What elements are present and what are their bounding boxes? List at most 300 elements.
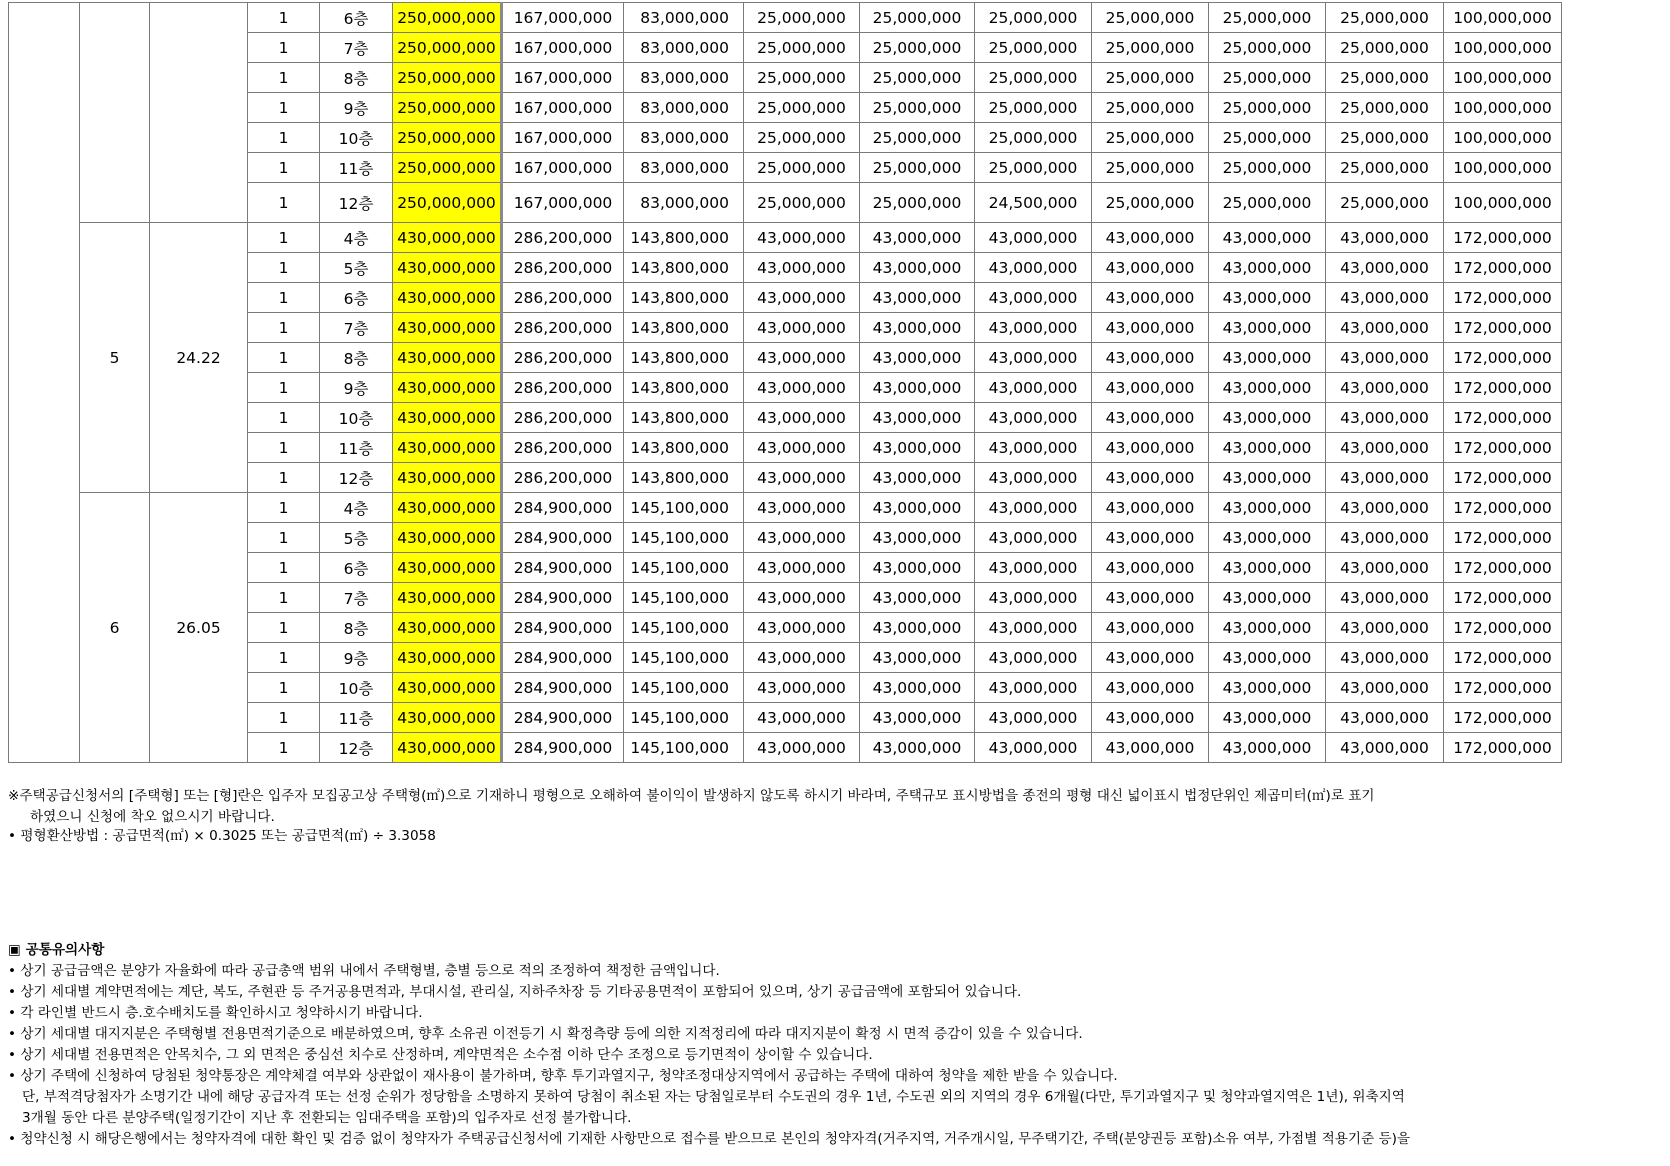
value-cell: 43,000,000 — [1092, 223, 1209, 253]
value-cell: 100,000,000 — [1444, 33, 1562, 63]
value-cell: 286,200,000 — [502, 463, 624, 493]
unit-count-cell: 1 — [248, 93, 320, 123]
value-cell: 284,900,000 — [502, 553, 624, 583]
value-cell: 25,000,000 — [975, 153, 1092, 183]
value-cell: 43,000,000 — [744, 553, 860, 583]
value-cell: 43,000,000 — [1092, 703, 1209, 733]
unit-count-cell: 1 — [248, 493, 320, 523]
floor-cell: 4층 — [320, 223, 393, 253]
value-cell: 43,000,000 — [1092, 463, 1209, 493]
common-notices — [8, 940, 1410, 1150]
value-cell: 143,800,000 — [624, 283, 744, 313]
total-price-cell: 430,000,000 — [393, 463, 502, 493]
value-cell: 167,000,000 — [502, 153, 624, 183]
value-cell: 25,000,000 — [744, 183, 860, 223]
value-cell: 43,000,000 — [744, 673, 860, 703]
value-cell: 172,000,000 — [1444, 463, 1562, 493]
value-cell: 143,800,000 — [624, 223, 744, 253]
unit-count-cell: 1 — [248, 733, 320, 763]
value-cell: 43,000,000 — [1209, 343, 1326, 373]
value-cell: 43,000,000 — [744, 403, 860, 433]
value-cell: 43,000,000 — [1326, 373, 1444, 403]
value-cell: 100,000,000 — [1444, 3, 1562, 33]
value-cell: 83,000,000 — [624, 93, 744, 123]
value-cell: 172,000,000 — [1444, 283, 1562, 313]
value-cell: 43,000,000 — [975, 523, 1092, 553]
unit-count-cell: 1 — [248, 183, 320, 223]
value-cell: 284,900,000 — [502, 703, 624, 733]
value-cell: 43,000,000 — [744, 643, 860, 673]
value-cell: 25,000,000 — [1209, 33, 1326, 63]
value-cell: 43,000,000 — [1209, 703, 1326, 733]
value-cell: 43,000,000 — [1326, 253, 1444, 283]
total-price-cell: 430,000,000 — [393, 703, 502, 733]
floor-cell: 12층 — [320, 733, 393, 763]
value-cell: 25,000,000 — [1209, 63, 1326, 93]
total-price-cell: 250,000,000 — [393, 153, 502, 183]
total-price-cell: 430,000,000 — [393, 283, 502, 313]
value-cell: 172,000,000 — [1444, 223, 1562, 253]
area-unit-note-line1: ※주택공급신청서의 [주택형] 또는 [형]란은 입주자 모집공고상 주택형(㎡)으로 기재하니 평형으로 오해하여 불이익이 발생하지 않도록 하시기 바라며, 주택규모 표시방법을 종전의 평형 대신 넓이표시 법정단위인 제곱미터(㎡)로 표기 — [8, 788, 1375, 804]
floor-cell: 8층 — [320, 613, 393, 643]
value-cell: 83,000,000 — [624, 183, 744, 223]
value-cell: 43,000,000 — [860, 223, 975, 253]
value-cell: 43,000,000 — [1092, 403, 1209, 433]
unit-count-cell: 1 — [248, 123, 320, 153]
value-cell: 143,800,000 — [624, 433, 744, 463]
value-cell: 43,000,000 — [975, 613, 1092, 643]
value-cell: 172,000,000 — [1444, 643, 1562, 673]
notice-item: • 상기 세대별 계약면적에는 계단, 복도, 주현관 등 주거공용면적과, 부대시설, 관리실, 지하주차장 등 기타공용면적이 포함되어 있으며, 상기 공급금액에 포함되어 있습니다. — [8, 984, 1022, 1000]
value-cell: 172,000,000 — [1444, 253, 1562, 283]
value-cell: 172,000,000 — [1444, 673, 1562, 703]
notices-title: ▣ 공통유의사항 — [8, 942, 105, 958]
value-cell: 100,000,000 — [1444, 153, 1562, 183]
unit-count-cell: 1 — [248, 643, 320, 673]
value-cell: 43,000,000 — [1092, 613, 1209, 643]
total-price-cell: 430,000,000 — [393, 583, 502, 613]
table-row — [9, 223, 1562, 253]
notice-item: • 상기 공급금액은 분양가 자율화에 따라 공급총액 범위 내에서 주택형별, 층별 등으로 적의 조정하여 책정한 금액입니다. — [8, 963, 720, 979]
value-cell: 43,000,000 — [860, 283, 975, 313]
notice-continuation: 단, 부적격당첨자가 소명기간 내에 해당 공급자격 또는 선정 순위가 정당함을 소명하지 못하여 당첨이 취소된 자는 당첨일로부터 수도권의 경우 1년, 수도권 외의 지역의 경우 6개월(다만, 투기과열지구 및 청약과열지역은 1년), 위축지역 — [22, 1089, 1405, 1105]
value-cell: 167,000,000 — [502, 183, 624, 223]
value-cell: 43,000,000 — [1209, 463, 1326, 493]
value-cell: 43,000,000 — [1326, 403, 1444, 433]
value-cell: 83,000,000 — [624, 153, 744, 183]
value-cell: 145,100,000 — [624, 583, 744, 613]
table-row — [9, 493, 1562, 523]
value-cell: 172,000,000 — [1444, 313, 1562, 343]
total-price-cell: 430,000,000 — [393, 643, 502, 673]
value-cell: 43,000,000 — [1209, 373, 1326, 403]
value-cell: 43,000,000 — [744, 733, 860, 763]
total-price-cell: 430,000,000 — [393, 253, 502, 283]
value-cell: 100,000,000 — [1444, 123, 1562, 153]
value-cell: 172,000,000 — [1444, 733, 1562, 763]
value-cell: 167,000,000 — [502, 3, 624, 33]
value-cell: 145,100,000 — [624, 673, 744, 703]
notice-continuation: 3개월 동안 다른 분양주택(일정기간이 지난 후 전환되는 임대주택을 포함)의 입주자로 선정 불가합니다. — [22, 1110, 632, 1126]
value-cell: 43,000,000 — [975, 313, 1092, 343]
value-cell: 286,200,000 — [502, 403, 624, 433]
value-cell: 43,000,000 — [975, 493, 1092, 523]
value-cell: 43,000,000 — [744, 283, 860, 313]
value-cell: 83,000,000 — [624, 63, 744, 93]
value-cell: 43,000,000 — [860, 403, 975, 433]
value-cell: 43,000,000 — [1326, 613, 1444, 643]
total-price-cell: 430,000,000 — [393, 223, 502, 253]
value-cell: 43,000,000 — [1326, 703, 1444, 733]
value-cell: 83,000,000 — [624, 3, 744, 33]
unit-count-cell: 1 — [248, 373, 320, 403]
value-cell: 167,000,000 — [502, 63, 624, 93]
unit-count-cell: 1 — [248, 33, 320, 63]
value-cell: 43,000,000 — [860, 613, 975, 643]
notice-item: • 상기 세대별 대지지분은 주택형별 전용면적기준으로 배분하였으며, 향후 소유권 이전등기 시 확정측량 등에 의한 지적정리에 따라 대지지분이 확정 시 면적 증감이 있을 수 있습니다. — [8, 1026, 1083, 1042]
value-cell: 43,000,000 — [1092, 523, 1209, 553]
value-cell: 43,000,000 — [1326, 343, 1444, 373]
value-cell: 43,000,000 — [744, 433, 860, 463]
unit-count-cell: 1 — [248, 63, 320, 93]
value-cell: 43,000,000 — [975, 283, 1092, 313]
value-cell: 172,000,000 — [1444, 433, 1562, 463]
value-cell: 43,000,000 — [744, 493, 860, 523]
value-cell: 43,000,000 — [744, 223, 860, 253]
value-cell: 43,000,000 — [860, 463, 975, 493]
value-cell: 43,000,000 — [1326, 493, 1444, 523]
unit-count-cell: 1 — [248, 463, 320, 493]
floor-cell: 8층 — [320, 343, 393, 373]
total-price-cell: 430,000,000 — [393, 343, 502, 373]
value-cell: 145,100,000 — [624, 703, 744, 733]
value-cell: 43,000,000 — [744, 703, 860, 733]
type-number-cell: 5 — [80, 223, 150, 493]
table-row — [9, 3, 1562, 33]
value-cell: 43,000,000 — [860, 433, 975, 463]
unit-count-cell: 1 — [248, 153, 320, 183]
floor-cell: 6층 — [320, 553, 393, 583]
conversion-note: • 평형환산방법 : 공급면적(㎡) × 0.3025 또는 공급면적(㎡) ÷ 3.3058 — [8, 828, 436, 844]
value-cell: 43,000,000 — [1209, 433, 1326, 463]
total-price-cell: 430,000,000 — [393, 613, 502, 643]
value-cell: 172,000,000 — [1444, 583, 1562, 613]
value-cell: 43,000,000 — [975, 373, 1092, 403]
value-cell: 145,100,000 — [624, 643, 744, 673]
value-cell: 284,900,000 — [502, 523, 624, 553]
value-cell: 43,000,000 — [744, 373, 860, 403]
value-cell: 43,000,000 — [744, 313, 860, 343]
value-cell: 25,000,000 — [975, 33, 1092, 63]
unit-count-cell: 1 — [248, 253, 320, 283]
value-cell: 43,000,000 — [744, 523, 860, 553]
value-cell: 25,000,000 — [1092, 123, 1209, 153]
value-cell: 43,000,000 — [744, 253, 860, 283]
value-cell: 145,100,000 — [624, 493, 744, 523]
value-cell: 25,000,000 — [860, 93, 975, 123]
value-cell: 43,000,000 — [860, 493, 975, 523]
value-cell: 25,000,000 — [1209, 153, 1326, 183]
value-cell: 143,800,000 — [624, 253, 744, 283]
floor-cell: 9층 — [320, 373, 393, 403]
floor-cell: 10층 — [320, 673, 393, 703]
value-cell: 43,000,000 — [1326, 223, 1444, 253]
value-cell: 25,000,000 — [975, 63, 1092, 93]
value-cell: 172,000,000 — [1444, 403, 1562, 433]
value-cell: 25,000,000 — [860, 3, 975, 33]
notice-item: • 상기 주택에 신청하여 당첨된 청약통장은 계약체결 여부와 상관없이 재사용이 불가하며, 향후 투기과열지구, 청약조정대상지역에서 공급하는 주택에 대하여 청약을 제한 받을 수 있습니다. — [8, 1068, 1118, 1084]
value-cell: 43,000,000 — [744, 583, 860, 613]
value-cell: 43,000,000 — [1209, 673, 1326, 703]
value-cell: 43,000,000 — [1092, 583, 1209, 613]
value-cell: 43,000,000 — [975, 673, 1092, 703]
value-cell: 172,000,000 — [1444, 553, 1562, 583]
floor-cell: 12층 — [320, 183, 393, 223]
total-price-cell: 430,000,000 — [393, 313, 502, 343]
value-cell: 25,000,000 — [1092, 153, 1209, 183]
unit-count-cell: 1 — [248, 703, 320, 733]
unit-count-cell: 1 — [248, 283, 320, 313]
value-cell: 43,000,000 — [860, 253, 975, 283]
value-cell: 43,000,000 — [1326, 643, 1444, 673]
floor-cell: 10층 — [320, 123, 393, 153]
value-cell: 43,000,000 — [975, 463, 1092, 493]
value-cell: 25,000,000 — [860, 183, 975, 223]
value-cell: 43,000,000 — [1209, 313, 1326, 343]
value-cell: 43,000,000 — [1209, 493, 1326, 523]
value-cell: 25,000,000 — [1092, 33, 1209, 63]
value-cell: 25,000,000 — [744, 3, 860, 33]
price-table — [8, 2, 1562, 763]
floor-cell: 6층 — [320, 283, 393, 313]
total-price-cell: 430,000,000 — [393, 433, 502, 463]
total-price-cell: 430,000,000 — [393, 403, 502, 433]
value-cell: 143,800,000 — [624, 463, 744, 493]
value-cell: 25,000,000 — [975, 93, 1092, 123]
value-cell: 43,000,000 — [1326, 733, 1444, 763]
value-cell: 43,000,000 — [1209, 223, 1326, 253]
value-cell: 145,100,000 — [624, 553, 744, 583]
value-cell: 43,000,000 — [860, 313, 975, 343]
category-cell — [9, 3, 80, 763]
total-price-cell: 250,000,000 — [393, 33, 502, 63]
unit-count-cell: 1 — [248, 433, 320, 463]
area-unit-note — [8, 786, 1375, 828]
value-cell: 43,000,000 — [975, 553, 1092, 583]
value-cell: 143,800,000 — [624, 313, 744, 343]
floor-cell: 11층 — [320, 433, 393, 463]
value-cell: 25,000,000 — [1326, 153, 1444, 183]
value-cell: 43,000,000 — [1092, 373, 1209, 403]
value-cell: 43,000,000 — [975, 343, 1092, 373]
value-cell: 43,000,000 — [1092, 313, 1209, 343]
value-cell: 284,900,000 — [502, 493, 624, 523]
area-cell: 24.22 — [150, 223, 248, 493]
value-cell: 286,200,000 — [502, 373, 624, 403]
value-cell: 25,000,000 — [1326, 93, 1444, 123]
unit-count-cell: 1 — [248, 223, 320, 253]
value-cell: 43,000,000 — [744, 343, 860, 373]
floor-cell: 5층 — [320, 253, 393, 283]
floor-cell: 9층 — [320, 643, 393, 673]
value-cell: 284,900,000 — [502, 643, 624, 673]
value-cell: 43,000,000 — [1209, 553, 1326, 583]
value-cell: 286,200,000 — [502, 343, 624, 373]
floor-cell: 7층 — [320, 33, 393, 63]
value-cell: 43,000,000 — [860, 343, 975, 373]
type-number-cell: 6 — [80, 493, 150, 763]
value-cell: 25,000,000 — [1326, 183, 1444, 223]
value-cell: 43,000,000 — [860, 673, 975, 703]
value-cell: 43,000,000 — [1209, 283, 1326, 313]
value-cell: 43,000,000 — [1209, 643, 1326, 673]
unit-count-cell: 1 — [248, 553, 320, 583]
value-cell: 286,200,000 — [502, 223, 624, 253]
total-price-cell: 430,000,000 — [393, 493, 502, 523]
value-cell: 43,000,000 — [975, 253, 1092, 283]
value-cell: 25,000,000 — [860, 153, 975, 183]
unit-count-cell: 1 — [248, 313, 320, 343]
value-cell: 43,000,000 — [1326, 463, 1444, 493]
value-cell: 284,900,000 — [502, 583, 624, 613]
unit-count-cell: 1 — [248, 583, 320, 613]
value-cell: 43,000,000 — [1209, 583, 1326, 613]
value-cell: 167,000,000 — [502, 33, 624, 63]
value-cell: 24,500,000 — [975, 183, 1092, 223]
type-number-cell — [80, 3, 150, 223]
floor-cell: 8층 — [320, 63, 393, 93]
value-cell: 43,000,000 — [1092, 553, 1209, 583]
value-cell: 284,900,000 — [502, 673, 624, 703]
value-cell: 43,000,000 — [1326, 313, 1444, 343]
floor-cell: 7층 — [320, 313, 393, 343]
total-price-cell: 430,000,000 — [393, 733, 502, 763]
total-price-cell: 430,000,000 — [393, 373, 502, 403]
value-cell: 43,000,000 — [1209, 403, 1326, 433]
value-cell: 25,000,000 — [744, 33, 860, 63]
total-price-cell: 250,000,000 — [393, 123, 502, 153]
value-cell: 25,000,000 — [1326, 33, 1444, 63]
floor-cell: 5층 — [320, 523, 393, 553]
total-price-cell: 430,000,000 — [393, 523, 502, 553]
value-cell: 43,000,000 — [1326, 523, 1444, 553]
value-cell: 172,000,000 — [1444, 613, 1562, 643]
floor-cell: 7층 — [320, 583, 393, 613]
value-cell: 43,000,000 — [1326, 283, 1444, 313]
value-cell: 25,000,000 — [744, 153, 860, 183]
value-cell: 25,000,000 — [1209, 93, 1326, 123]
unit-count-cell: 1 — [248, 3, 320, 33]
value-cell: 43,000,000 — [1209, 613, 1326, 643]
total-price-cell: 250,000,000 — [393, 183, 502, 223]
value-cell: 43,000,000 — [1092, 283, 1209, 313]
value-cell: 284,900,000 — [502, 733, 624, 763]
value-cell: 100,000,000 — [1444, 183, 1562, 223]
value-cell: 25,000,000 — [1092, 3, 1209, 33]
floor-cell: 9층 — [320, 93, 393, 123]
value-cell: 25,000,000 — [860, 123, 975, 153]
total-price-cell: 250,000,000 — [393, 3, 502, 33]
unit-count-cell: 1 — [248, 673, 320, 703]
value-cell: 167,000,000 — [502, 93, 624, 123]
value-cell: 43,000,000 — [1092, 643, 1209, 673]
value-cell: 143,800,000 — [624, 343, 744, 373]
total-price-cell: 250,000,000 — [393, 93, 502, 123]
value-cell: 25,000,000 — [1209, 123, 1326, 153]
value-cell: 43,000,000 — [744, 613, 860, 643]
unit-count-cell: 1 — [248, 613, 320, 643]
value-cell: 43,000,000 — [1092, 733, 1209, 763]
value-cell: 43,000,000 — [860, 703, 975, 733]
value-cell: 100,000,000 — [1444, 93, 1562, 123]
value-cell: 143,800,000 — [624, 373, 744, 403]
unit-count-cell: 1 — [248, 523, 320, 553]
value-cell: 167,000,000 — [502, 123, 624, 153]
value-cell: 25,000,000 — [1092, 63, 1209, 93]
value-cell: 25,000,000 — [744, 93, 860, 123]
value-cell: 286,200,000 — [502, 253, 624, 283]
value-cell: 43,000,000 — [975, 583, 1092, 613]
value-cell: 145,100,000 — [624, 613, 744, 643]
value-cell: 43,000,000 — [1326, 553, 1444, 583]
value-cell: 25,000,000 — [1326, 3, 1444, 33]
value-cell: 43,000,000 — [860, 523, 975, 553]
area-cell: 26.05 — [150, 493, 248, 763]
total-price-cell: 250,000,000 — [393, 63, 502, 93]
value-cell: 43,000,000 — [1092, 433, 1209, 463]
value-cell: 145,100,000 — [624, 523, 744, 553]
value-cell: 143,800,000 — [624, 403, 744, 433]
floor-cell: 12층 — [320, 463, 393, 493]
value-cell: 25,000,000 — [860, 63, 975, 93]
value-cell: 43,000,000 — [1209, 523, 1326, 553]
value-cell: 25,000,000 — [1092, 183, 1209, 223]
value-cell: 43,000,000 — [1326, 433, 1444, 463]
value-cell: 43,000,000 — [975, 703, 1092, 733]
value-cell: 83,000,000 — [624, 33, 744, 63]
value-cell: 25,000,000 — [975, 3, 1092, 33]
value-cell: 172,000,000 — [1444, 373, 1562, 403]
value-cell: 25,000,000 — [1209, 183, 1326, 223]
value-cell: 172,000,000 — [1444, 493, 1562, 523]
value-cell: 25,000,000 — [1209, 3, 1326, 33]
value-cell: 43,000,000 — [975, 733, 1092, 763]
unit-count-cell: 1 — [248, 343, 320, 373]
value-cell: 43,000,000 — [1209, 733, 1326, 763]
value-cell: 43,000,000 — [1209, 253, 1326, 283]
value-cell: 43,000,000 — [975, 643, 1092, 673]
notice-item: • 각 라인별 반드시 층.호수배치도를 확인하시고 청약하시기 바랍니다. — [8, 1005, 423, 1021]
value-cell: 25,000,000 — [744, 63, 860, 93]
value-cell: 25,000,000 — [744, 123, 860, 153]
value-cell: 172,000,000 — [1444, 343, 1562, 373]
total-price-cell: 430,000,000 — [393, 553, 502, 583]
value-cell: 25,000,000 — [860, 33, 975, 63]
value-cell: 43,000,000 — [860, 733, 975, 763]
value-cell: 286,200,000 — [502, 313, 624, 343]
value-cell: 43,000,000 — [860, 583, 975, 613]
floor-cell: 11층 — [320, 153, 393, 183]
floor-cell: 10층 — [320, 403, 393, 433]
unit-count-cell: 1 — [248, 403, 320, 433]
value-cell: 100,000,000 — [1444, 63, 1562, 93]
value-cell: 43,000,000 — [1092, 493, 1209, 523]
value-cell: 43,000,000 — [860, 373, 975, 403]
value-cell: 145,100,000 — [624, 733, 744, 763]
value-cell: 83,000,000 — [624, 123, 744, 153]
floor-cell: 4층 — [320, 493, 393, 523]
value-cell: 43,000,000 — [860, 553, 975, 583]
